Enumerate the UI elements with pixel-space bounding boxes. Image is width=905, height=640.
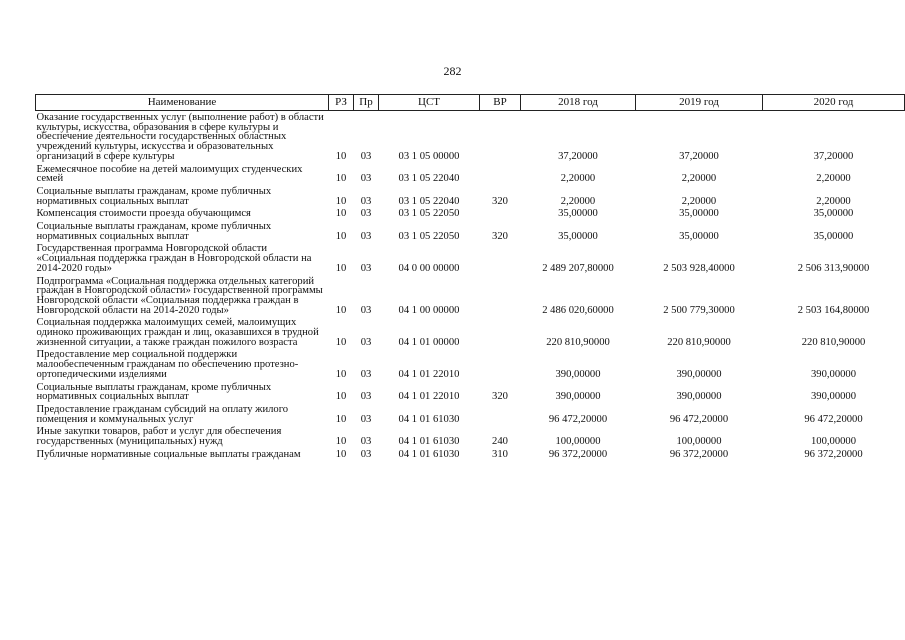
row-2019-amount: 220 810,90000 <box>667 336 731 348</box>
row-pr: 03 <box>360 448 372 460</box>
row-vr <box>480 163 521 185</box>
row-2019-amount: 96 472,20000 <box>669 413 729 425</box>
row-2018-amount: 35,00000 <box>558 208 598 220</box>
header-rz: РЗ <box>329 95 354 111</box>
row-name: Социальные выплаты гражданам, кроме публичных нормативных социальных выплат <box>36 381 272 403</box>
row-name: Компенсация стоимости проезда обучающимся <box>36 208 251 220</box>
row-2020-amount: 2,20000 <box>816 195 851 207</box>
row-pr: 03 <box>360 262 372 274</box>
row-pr: 03 <box>360 173 372 185</box>
row-vr <box>480 316 521 348</box>
row-2019-amount: 2,20000 <box>681 195 717 207</box>
row-2019-amount: 2,20000 <box>681 173 717 185</box>
row-cst: 04 1 01 00000 <box>398 336 460 348</box>
row-2020-amount: 35,00000 <box>813 230 854 242</box>
row-2019-amount: 96 372,20000 <box>669 448 729 460</box>
row-2020-amount: 2,20000 <box>816 173 851 185</box>
row-cst: 04 1 01 61030 <box>398 413 460 425</box>
row-pr: 03 <box>360 150 372 162</box>
header-pr: Пр <box>354 95 379 111</box>
row-cst: 04 1 01 22010 <box>398 368 460 380</box>
row-pr: 03 <box>360 391 372 403</box>
row-rz: 10 <box>335 173 347 185</box>
header-2019: 2019 год <box>636 95 763 111</box>
row-pr: 03 <box>360 195 372 207</box>
table-row <box>36 275 905 317</box>
row-pr: 03 <box>360 368 372 380</box>
row-name: Публичные нормативные социальные выплаты гражданам <box>36 448 301 460</box>
row-vr <box>480 242 521 274</box>
row-2019-amount: 390,00000 <box>676 391 722 403</box>
row-rz: 10 <box>335 336 347 348</box>
row-vr <box>480 275 521 317</box>
row-vr: 240 <box>492 436 508 448</box>
row-2018-amount: 96 372,20000 <box>548 448 608 460</box>
row-pr: 03 <box>360 208 372 220</box>
row-rz: 10 <box>335 368 347 380</box>
row-2019-amount: 2 503 928,40000 <box>663 262 735 274</box>
row-rz: 10 <box>335 448 347 460</box>
row-2018-amount: 96 472,20000 <box>548 413 608 425</box>
row-vr <box>480 207 521 220</box>
row-rz: 10 <box>335 413 347 425</box>
row-2019-amount: 35,00000 <box>679 208 719 220</box>
row-2020-amount: 100,00000 <box>810 436 857 448</box>
header-2020: 2020 год <box>763 95 905 111</box>
header-2018: 2018 год <box>521 95 636 111</box>
table-row <box>36 242 905 274</box>
row-name: Социальная поддержка малоимущих семей, малоимущих одиноко проживающих граждан и лиц, оказавшихся в трудной жизненной ситуации, а также граждан пожилого возраста <box>36 317 319 348</box>
table-row <box>36 448 905 461</box>
row-name: Оказание государственных услуг (выполнение работ) в области культуры, искусства, образования в сфере культуры и обеспечение деятельности государственных областных учреждений культуры, искусства и образовательных организаций в сфере культуры <box>36 112 324 162</box>
row-2019-amount: 2 500 779,30000 <box>663 304 735 316</box>
row-cst: 03 1 05 22040 <box>398 195 460 207</box>
row-2018-amount: 220 810,90000 <box>546 336 610 348</box>
header-row <box>36 95 905 111</box>
row-2019-amount: 35,00000 <box>679 230 719 242</box>
row-2020-amount: 96 372,20000 <box>804 448 863 460</box>
row-cst: 04 0 00 00000 <box>398 262 460 274</box>
row-2020-amount: 390,00000 <box>810 368 857 380</box>
row-cst: 03 1 05 00000 <box>398 150 460 162</box>
row-2018-amount: 390,00000 <box>555 368 601 380</box>
row-name: Социальные выплаты гражданам, кроме публичных нормативных социальных выплат <box>36 221 272 242</box>
row-2018-amount: 2,20000 <box>560 195 596 207</box>
row-2020-amount: 390,00000 <box>810 391 857 403</box>
row-2019-amount: 390,00000 <box>676 368 722 380</box>
row-2018-amount: 37,20000 <box>558 150 598 162</box>
row-vr <box>480 348 521 380</box>
table-row <box>36 348 905 380</box>
row-name: Предоставление гражданам субсидий на оплату жилого помещения и коммунальных услуг <box>36 403 289 425</box>
row-2018-amount: 2,20000 <box>560 173 596 185</box>
row-2018-amount: 2 489 207,80000 <box>542 262 614 274</box>
row-rz: 10 <box>335 208 347 220</box>
row-rz: 10 <box>335 436 347 448</box>
row-rz: 10 <box>335 230 347 242</box>
header-cst: ЦСТ <box>379 95 480 111</box>
row-cst: 03 1 05 22050 <box>398 230 460 242</box>
row-2018-amount: 2 486 020,60000 <box>542 304 614 316</box>
table-row <box>36 381 905 403</box>
row-pr: 03 <box>360 413 372 425</box>
row-name: Государственная программа Новгородской области «Социальная поддержка граждан в Новгородской области на 2014-2020 годы» <box>36 243 312 274</box>
row-pr: 03 <box>360 336 372 348</box>
row-2020-amount: 2 503 164,80000 <box>797 304 870 316</box>
row-cst: 04 1 01 61030 <box>398 448 460 460</box>
row-rz: 10 <box>335 195 347 207</box>
row-pr: 03 <box>360 304 372 316</box>
row-2020-amount: 2 506 313,90000 <box>797 262 870 274</box>
row-2019-amount: 100,00000 <box>676 436 722 448</box>
row-rz: 10 <box>335 262 347 274</box>
row-pr: 03 <box>360 436 372 448</box>
row-pr: 03 <box>360 230 372 242</box>
row-vr: 320 <box>492 195 508 207</box>
header-vr: ВР <box>480 95 521 111</box>
row-cst: 04 1 00 00000 <box>398 304 460 316</box>
row-vr: 320 <box>492 391 508 403</box>
row-vr: 320 <box>492 230 508 242</box>
row-rz: 10 <box>335 150 347 162</box>
table-header <box>36 95 905 111</box>
table-row <box>36 185 905 207</box>
row-name: Предоставление мер социальной поддержки малообеспеченным гражданам по обеспечению протезно-ортопедическими изделиями <box>36 349 299 380</box>
row-rz: 10 <box>335 304 347 316</box>
row-vr <box>480 111 521 163</box>
page-number: 282 <box>443 64 462 78</box>
row-vr <box>480 403 521 425</box>
row-2018-amount: 35,00000 <box>558 230 598 242</box>
header-name: Наименование <box>36 95 329 111</box>
row-name: Ежемесячное пособие на детей малоимущих студенческих семей <box>36 163 303 185</box>
row-name: Подпрограмма «Социальная поддержка отдельных категорий граждан в Новгородской области» государственной программы Новгородской области «Социальная поддержка граждан в Новгородской области на 2014-2020 годы» <box>36 275 323 316</box>
row-2018-amount: 390,00000 <box>555 391 601 403</box>
row-cst: 03 1 05 22050 <box>398 208 460 220</box>
budget-table <box>35 94 905 461</box>
row-cst: 04 1 01 61030 <box>398 436 460 448</box>
row-2020-amount: 96 472,20000 <box>804 413 863 425</box>
table-row <box>36 220 905 242</box>
table-row <box>36 403 905 425</box>
row-2018-amount: 100,00000 <box>555 436 601 448</box>
row-2020-amount: 37,20000 <box>813 150 854 162</box>
row-rz: 10 <box>335 391 347 403</box>
table-row <box>36 425 905 447</box>
row-vr: 310 <box>492 448 508 460</box>
row-2019-amount: 37,20000 <box>679 150 719 162</box>
table-row <box>36 316 905 348</box>
table-body <box>36 111 905 461</box>
row-cst: 04 1 01 22010 <box>398 391 460 403</box>
row-name: Социальные выплаты гражданам, кроме публичных нормативных социальных выплат <box>36 185 272 207</box>
table-row <box>36 111 905 163</box>
row-cst: 03 1 05 22040 <box>398 173 460 185</box>
row-2020-amount: 35,00000 <box>813 208 854 220</box>
table-row <box>36 207 905 220</box>
table-row <box>36 163 905 185</box>
row-name: Иные закупки товаров, работ и услуг для обеспечения государственных (муниципальных) нужд <box>36 426 282 448</box>
row-2020-amount: 220 810,90000 <box>801 336 866 348</box>
